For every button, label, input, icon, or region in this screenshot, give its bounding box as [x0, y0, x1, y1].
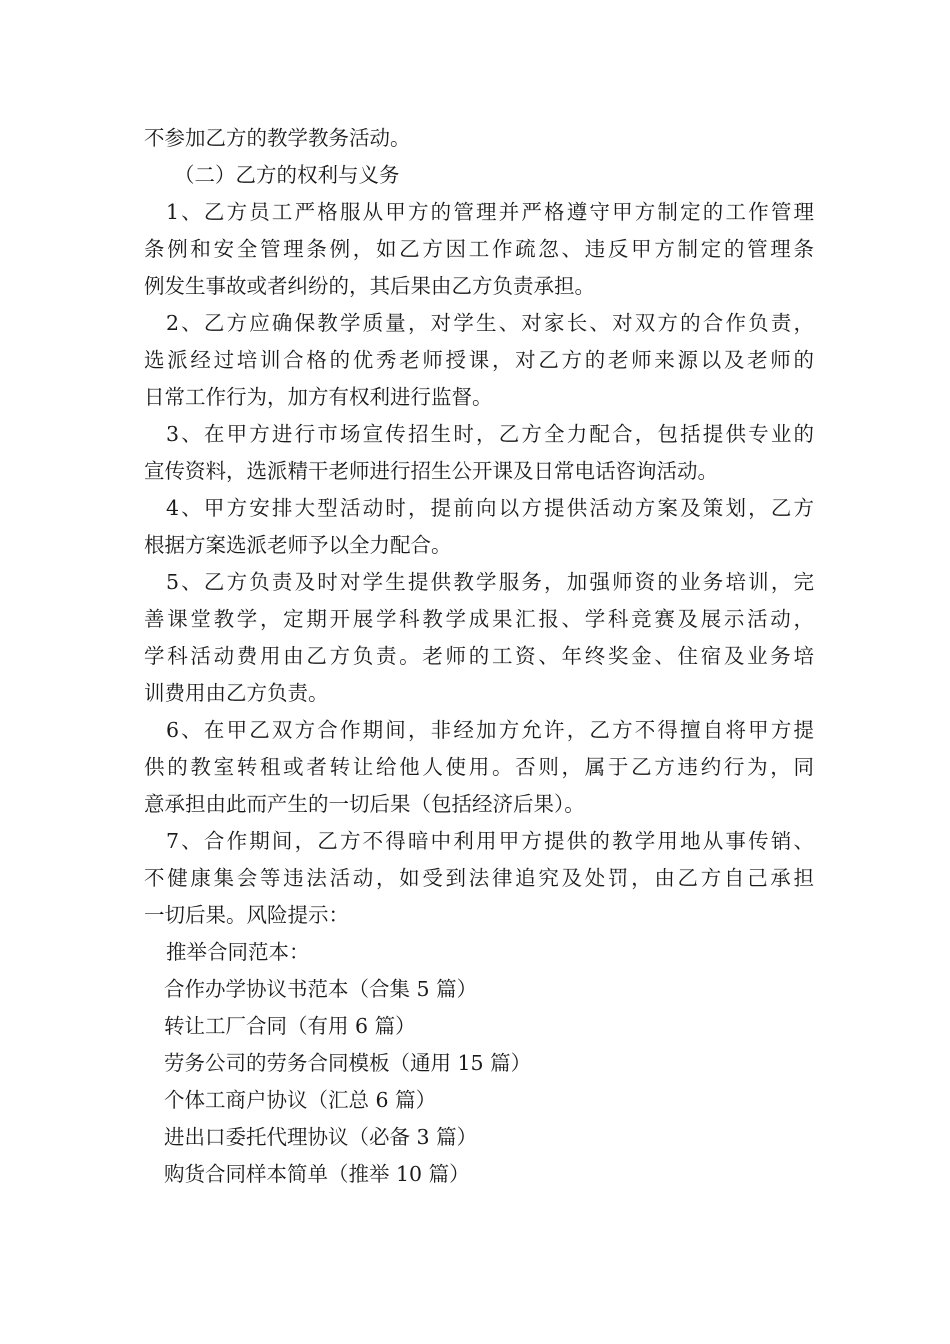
recommend-item[interactable]: 进出口委托代理协议（必备 3 篇） — [164, 1125, 478, 1149]
text-line: 5、乙方负责及时对学生提供教学服务，加强师资的业务培训，完 — [166, 570, 814, 594]
contract-clauses — [144, 120, 814, 934]
recommend-heading: 推举合同范本： — [166, 940, 310, 964]
recommend-item[interactable]: 劳务公司的劳务合同模板（通用 15 篇） — [164, 1051, 532, 1075]
text-line: 选派经过培训合格的优秀老师授课，对乙方的老师来源以及老师的 — [144, 348, 814, 372]
text-line: 根据方案选派老师予以全力配合。 — [144, 533, 452, 557]
text-line: 7、合作期间，乙方不得暗中利用甲方提供的教学用地从事传销、 — [166, 829, 814, 853]
text-line: 学科活动费用由乙方负责。老师的工资、年终奖金、住宿及业务培 — [144, 644, 814, 668]
text-line: 例发生事故或者纠纷的，其后果由乙方负责承担。 — [144, 274, 595, 298]
text-line: 宣传资料，选派精干老师进行招生公开课及日常电话咨询活动。 — [144, 459, 718, 483]
text-line: 不参加乙方的教学教务活动。 — [144, 126, 411, 150]
text-line: 2、乙方应确保教学质量，对学生、对家长、对双方的合作负责， — [166, 311, 814, 335]
text-line: 意承担由此而产生的一切后果（包括经济后果）。 — [144, 792, 585, 816]
text-line: 4、甲方安排大型活动时，提前向以方提供活动方案及策划，乙方 — [166, 496, 814, 520]
text-line: 一切后果。风险提示： — [144, 903, 349, 927]
text-line: 6、在甲乙双方合作期间，非经加方允许，乙方不得擅自将甲方提 — [166, 718, 814, 742]
text-line: （二）乙方的权利与义务 — [174, 163, 400, 187]
text-line: 1、乙方员工严格服从甲方的管理并严格遵守甲方制定的工作管理 — [166, 200, 814, 224]
document-body — [144, 120, 814, 1193]
recommend-item[interactable]: 个体工商户协议（汇总 6 篇） — [164, 1088, 437, 1112]
text-line: 日常工作行为，加方有权利进行监督。 — [144, 385, 493, 409]
recommend-list — [144, 971, 814, 1193]
recommend-item[interactable]: 购货合同样本简单（推举 10 篇） — [164, 1162, 470, 1186]
recommend-item[interactable]: 转让工厂合同（有用 6 篇） — [164, 1014, 416, 1038]
text-line: 供的教室转租或者转让给他人使用。否则，属于乙方违约行为，同 — [144, 755, 814, 779]
text-line: 训费用由乙方负责。 — [144, 681, 329, 705]
text-line: 善课堂教学，定期开展学科教学成果汇报、学科竞赛及展示活动， — [144, 607, 814, 631]
text-line: 3、在甲方进行市场宣传招生时，乙方全力配合，包括提供专业的 — [166, 422, 814, 446]
text-line: 条例和安全管理条例，如乙方因工作疏忽、违反甲方制定的管理条 — [144, 237, 814, 261]
recommend-item[interactable]: 合作办学协议书范本（合集 5 篇） — [164, 977, 478, 1001]
text-line: 不健康集会等违法活动，如受到法律追究及处罚，由乙方自己承担 — [144, 866, 814, 890]
